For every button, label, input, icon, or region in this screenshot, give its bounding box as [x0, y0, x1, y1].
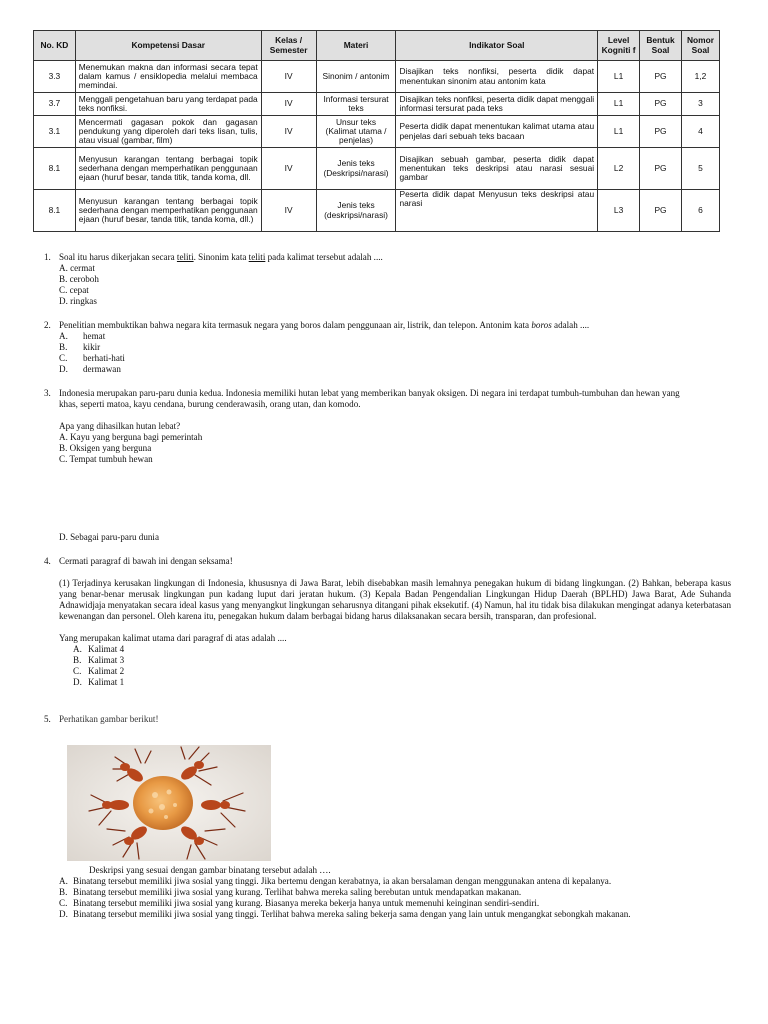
answer-option: C. cepat — [59, 285, 89, 295]
answer-option: C. Kalimat 2 — [73, 666, 125, 676]
cell-kd: 8.1 — [34, 148, 76, 190]
cell-indikator: Peserta didik dapat menentukan kalimat utama atau penjelas dari sebuah teks bacaan — [396, 116, 598, 148]
table-header-row — [34, 31, 720, 61]
answer-option: B. Binatang tersebut memiliki jiwa sosial yang kurang. Terlihat bahwa mereka saling berebutan untuk mendapatkan makanan. — [59, 887, 522, 897]
question-number: 4. — [44, 556, 51, 566]
answer-option: B. Oksigen yang berguna — [59, 443, 152, 453]
cell-kompetensi: Menyusun karangan tentang berbagai topik sederhana dengan memperhatikan penggunaan ejaan (huruf besar, tanda titik, tanda koma, dll. — [75, 148, 261, 190]
cell-kd: 3.1 — [34, 116, 76, 148]
cell-indikator: Disajikan teks nonfiksi, peserta didik dapat menentukan sinonim atau antonim kata — [396, 61, 598, 93]
cell-level: L1 — [598, 116, 640, 148]
answer-option: C. berhati-hati — [59, 353, 125, 363]
cell-bentuk: PG — [640, 148, 682, 190]
reading-text: khas, seperti matoa, kayu cendana, burung cenderawasih, orang utan, dan komodo. — [59, 399, 361, 409]
header-indikator-soal: Indikator Soal — [396, 31, 598, 61]
question-stem: Apa yang dihasilkan hutan lebat? — [59, 421, 181, 431]
cell-kelas: IV — [261, 190, 316, 232]
cell-indikator: Disajikan sebuah gambar, peserta didik dapat menentukan teks deskripsi atau narasi sesuai gambar — [396, 148, 598, 190]
cell-bentuk: PG — [640, 93, 682, 116]
cell-kelas: IV — [261, 148, 316, 190]
answer-option: C. Tempat tumbuh hewan — [59, 454, 153, 464]
ants-carrying-food-image — [67, 745, 271, 861]
answer-option: D. Binatang tersebut memiliki jiwa sosial yang tinggi. Terlihat bahwa mereka saling bekerja sama dengan yang lain untuk mengangkat sebongkah makanan. — [59, 909, 631, 919]
cell-indikator: Peserta didik dapat Menyusun teks deskripsi atau narasi — [396, 190, 598, 232]
question-number: 2. — [44, 320, 51, 330]
reading-paragraph: (1) Terjadinya kerusakan lingkungan di Indonesia, khususnya di Jawa Barat, lebih disebabkan masih lemahnya penegakan hukum di bidang lingkungan. (2) Bahkan, beberapa kasus yang benar-benar merusak lingkungan pun kadang luput dari jeratan hukum. (3) Kepala Badan Pengendalian Lingkungan Hidup Daerah (BPLHD) Jawa Barat, Ade Suhanda Adnawidjaja menyatakan secara ideal kasus yang menyangkut lingkungan seharusnya ditangani pihak eksekutif. (4) Namun, hal itu tidak bisa dilakukan mengingat adanya keterbatasan kewenangan dan personel. Oleh karena itu, penegakan hukum dalam berbagai bidang harus dilaksanakan secara bersih, transparan, dan profesional. — [59, 578, 731, 621]
answer-option: D. ringkas — [59, 296, 97, 306]
cell-kompetensi: Menyusun karangan tentang berbagai topik sederhana dengan memperhatikan penggunaan ejaan (huruf besar, tanda titik, tanda koma, dll.) — [75, 190, 261, 232]
question-stem: Cermati paragraf di bawah ini dengan seksama! — [59, 556, 233, 566]
cell-level: L2 — [598, 148, 640, 190]
table-row — [34, 93, 720, 116]
answer-option: D. dermawan — [59, 364, 121, 374]
answer-option: A. cermat — [59, 263, 95, 273]
cell-kd: 8.1 — [34, 190, 76, 232]
cell-nomor: 3 — [681, 93, 719, 116]
question-number: 1. — [44, 252, 51, 262]
answer-option: B. Kalimat 3 — [73, 655, 125, 665]
answer-option: A. hemat — [59, 331, 106, 341]
table-row — [34, 61, 720, 93]
header-level-kognitif: Level Kogniti f — [598, 31, 640, 61]
question-stem: Soal itu harus dikerjakan secara teliti. Sinonim kata teliti pada kalimat tersebut adalah .... — [59, 252, 383, 262]
table-row — [34, 116, 720, 148]
header-materi: Materi — [316, 31, 396, 61]
answer-option: C. Binatang tersebut memiliki jiwa sosial yang kurang. Biasanya mereka bekerja hanya untuk memenuhi keinginan sendiri-sendiri. — [59, 898, 540, 908]
cell-bentuk: PG — [640, 190, 682, 232]
question-stem: Penelitian membuktikan bahwa negara kita termasuk negara yang boros dalam penggunaan air, listrik, dan telepon. Antonim kata boros adalah .... — [59, 320, 590, 330]
header-kompetensi-dasar: Kompetensi Dasar — [75, 31, 261, 61]
cell-kompetensi: Mencermati gagasan pokok dan gagasan pendukung yang diperoleh dari teks lisan, tulis, atau visual (gambar, film) — [75, 116, 261, 148]
cell-level: L1 — [598, 93, 640, 116]
cell-kompetensi: Menggali pengetahuan baru yang terdapat pada teks nonfiksi. — [75, 93, 261, 116]
cell-nomor: 4 — [681, 116, 719, 148]
cell-kd: 3.7 — [34, 93, 76, 116]
answer-option: A. Kayu yang berguna bagi pemerintah — [59, 432, 203, 442]
cell-bentuk: PG — [640, 116, 682, 148]
cell-nomor: 5 — [681, 148, 719, 190]
cell-bentuk: PG — [640, 61, 682, 93]
cell-materi: Jenis teks (deskripsi/narasi) — [316, 190, 396, 232]
cell-materi: Jenis teks (Deskripsi/narasi) — [316, 148, 396, 190]
reading-text: Indonesia merupakan paru-paru dunia kedua. Indonesia memiliki hutan lebat yang memberikan banyak oksigen. Di negara ini terdapat tumbuh-tumbuhan dan hewan yang — [59, 388, 680, 398]
table-row — [34, 190, 720, 232]
answer-option: A. Kalimat 4 — [73, 644, 125, 654]
question-number: 5. — [44, 714, 51, 724]
header-bentuk-soal: Bentuk Soal — [640, 31, 682, 61]
answer-option: B. kikir — [59, 342, 101, 352]
cell-nomor: 6 — [681, 190, 719, 232]
cell-kelas: IV — [261, 61, 316, 93]
cell-indikator: Disajikan teks nonfiksi, peserta didik dapat menggali informasi tersurat pada teks — [396, 93, 598, 116]
kisi-kisi-table — [33, 30, 720, 232]
header-kelas-semester: Kelas / Semester — [261, 31, 316, 61]
header-no-kd: No. KD — [34, 31, 76, 61]
answer-option: B. ceroboh — [59, 274, 99, 284]
cell-level: L1 — [598, 61, 640, 93]
cell-materi: Unsur teks (Kalimat utama / penjelas) — [316, 116, 396, 148]
header-nomor-soal: Nomor Soal — [681, 31, 719, 61]
answer-option: D. Kalimat 1 — [73, 677, 125, 687]
cell-nomor: 1,2 — [681, 61, 719, 93]
question-number: 3. — [44, 388, 51, 398]
question-stem: Perhatikan gambar berikut! — [59, 714, 159, 724]
table-row — [34, 148, 720, 190]
cell-level: L3 — [598, 190, 640, 232]
cell-kd: 3.3 — [34, 61, 76, 93]
answer-option: D. Sebagai paru-paru dunia — [59, 532, 159, 542]
cell-kompetensi: Menemukan makna dan informasi secara tepat dalam kamus / ensiklopedia melalui membaca memindai. — [75, 61, 261, 93]
answer-option: A. Binatang tersebut memiliki jiwa sosial yang tinggi. Jika bertemu dengan kerabatnya, ia akan bersalaman dengan menggunakan antena di kepalanya. — [59, 876, 612, 886]
question-stem: Deskripsi yang sesuai dengan gambar binatang tersebut adalah …. — [89, 865, 331, 875]
cell-kelas: IV — [261, 93, 316, 116]
cell-materi: Informasi tersurat teks — [316, 93, 396, 116]
question-stem: Yang merupakan kalimat utama dari paragraf di atas adalah .... — [59, 633, 287, 643]
cell-kelas: IV — [261, 116, 316, 148]
cell-materi: Sinonim / antonim — [316, 61, 396, 93]
